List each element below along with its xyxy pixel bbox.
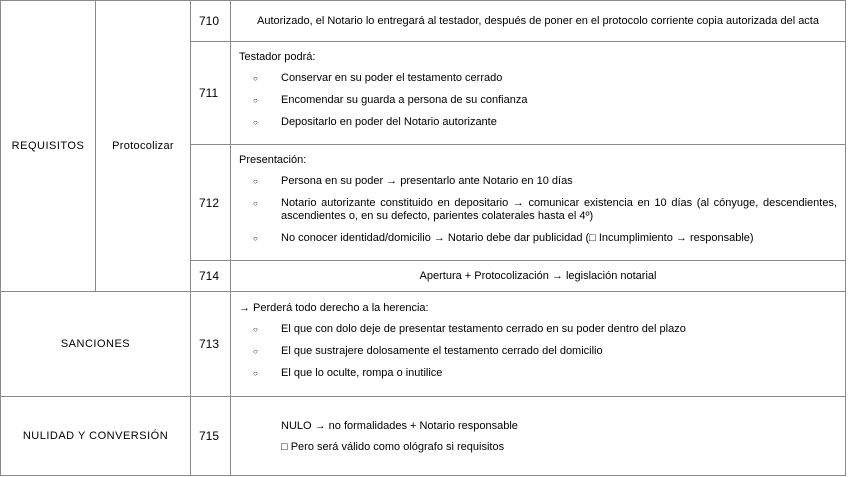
table-row — [1, 1, 846, 42]
section-label-sanciones: SANCIONES — [1, 292, 191, 397]
article-number: 712 — [191, 145, 231, 261]
text-line: □ Pero será válido como ológrafo si requisitos — [281, 440, 505, 453]
bullet-list — [239, 175, 837, 245]
list-item: ○ Depositarlo en poder del Notario autorizante — [253, 116, 837, 129]
article-content — [231, 397, 846, 476]
bullet-list — [239, 72, 837, 129]
article-number: 715 — [191, 397, 231, 476]
section-label-requisitos: REQUISITOS — [1, 1, 96, 292]
article-intro: Testador podrá: — [239, 50, 316, 63]
text-lines — [239, 420, 837, 453]
article-number: 714 — [191, 261, 231, 292]
article-intro: → Perderá todo derecho a la herencia: — [239, 301, 429, 314]
text-line: NULO → no formalidades + Notario responsable — [281, 419, 518, 432]
list-item: ○ El que lo oculte, rompa o inutilice — [253, 367, 837, 380]
list-item: ○ Encomendar su guarda a persona de su confianza — [253, 94, 837, 107]
article-number: 711 — [191, 42, 231, 145]
table-row — [1, 397, 846, 476]
subsection-label-protocolizar: Protocolizar — [96, 1, 191, 292]
article-intro: Presentación: — [239, 153, 307, 166]
article-content — [231, 145, 846, 261]
article-text: Apertura + Protocolización → legislación notarial — [231, 261, 846, 292]
article-text: Autorizado, el Notario lo entregará al testador, después de poner en el protocolo corriente copia autorizada del acta — [231, 1, 846, 42]
article-number: 713 — [191, 292, 231, 397]
section-label-nulidad: NULIDAD Y CONVERSIÓN — [1, 397, 191, 476]
list-item: ○ El que con dolo deje de presentar testamento cerrado en su poder dentro del plazo — [253, 323, 837, 336]
list-item: ○ Conservar en su poder el testamento cerrado — [253, 72, 837, 85]
table-row — [1, 292, 846, 397]
list-item: ○ El que sustrajere dolosamente el testamento cerrado del domicilio — [253, 345, 837, 358]
list-item: ○ Notario autorizante constituido en depositario → comunicar existencia en 10 días (al cónyuge, descendientes, ascendientes o, en su defecto, parientes colaterales hasta el 4º) — [253, 197, 837, 223]
bullet-list — [239, 323, 837, 380]
list-item: ○ No conocer identidad/domicilio → Notario debe dar publicidad (□ Incumplimiento → responsable) — [253, 232, 837, 245]
list-item: ○ Persona en su poder → presentarlo ante Notario en 10 días — [253, 175, 837, 188]
article-number: 710 — [191, 1, 231, 42]
article-content — [231, 42, 846, 145]
article-content — [231, 292, 846, 397]
